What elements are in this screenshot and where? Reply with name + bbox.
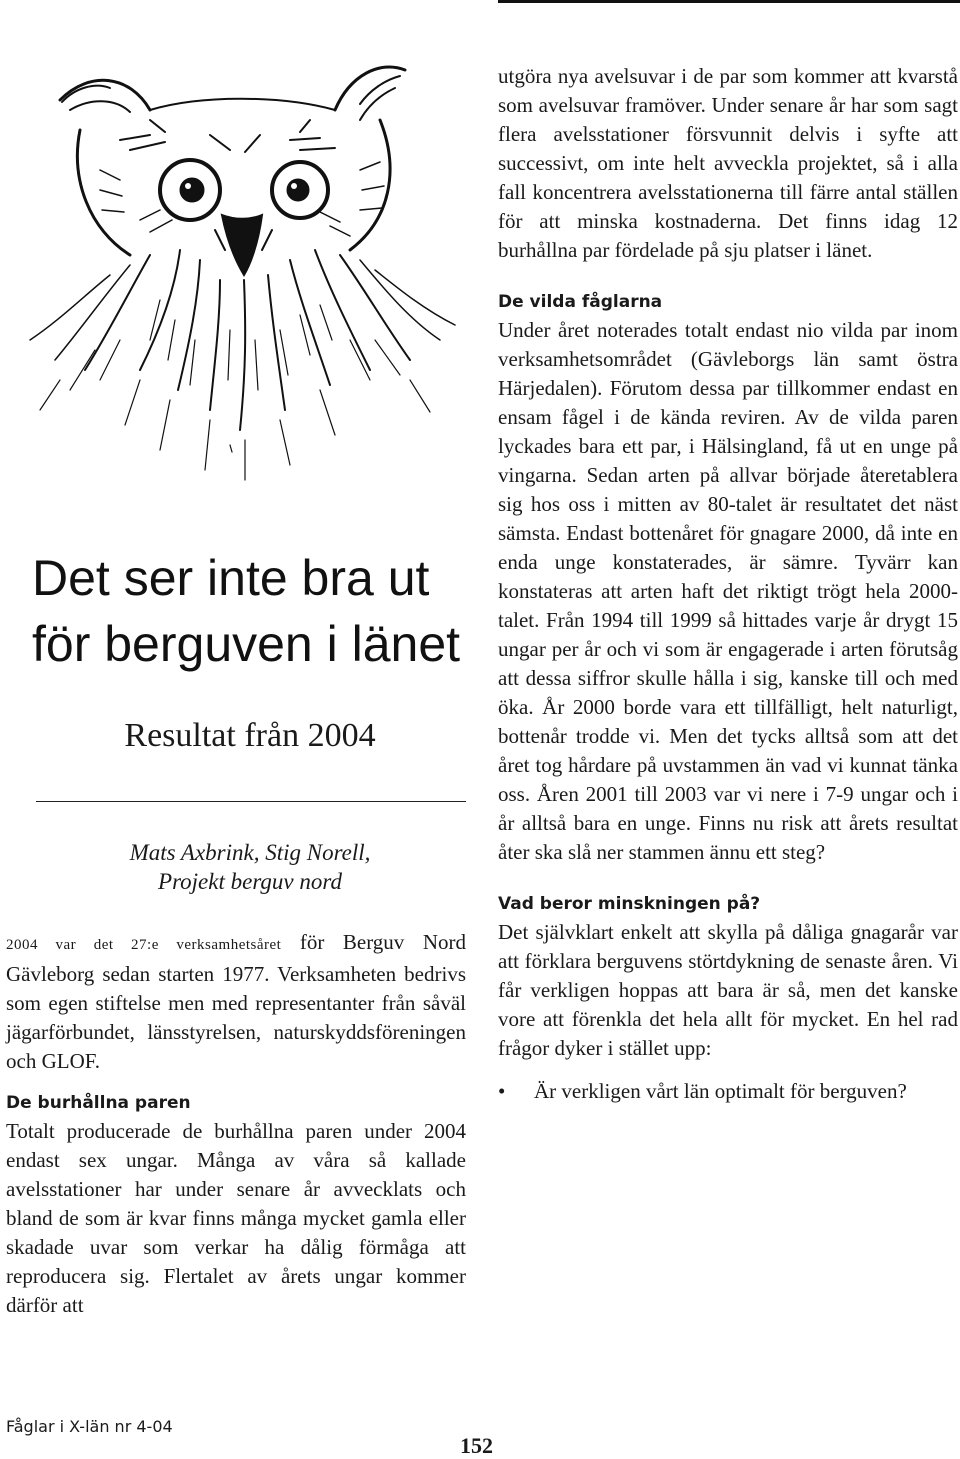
bullet-icon: • (498, 1079, 506, 1103)
section-heading-minskning: Vad beror minskningen på? (498, 894, 761, 914)
paragraph-burhallna: Totalt producerade de burhållna paren under 2004 endast sex ungar. Många av våra så kallade avelsstationer har under senare år avvecklats och bland de som är kvar finns många mycket gamla eller skadade uvar som verkar ha dålig förmåga att reproducera sig. Flertalet av årets ungar kommer därför att (6, 1119, 466, 1317)
title-divider (36, 801, 466, 802)
list-item (498, 1077, 958, 1106)
right-column (498, 62, 958, 1106)
section-heading-burhallna: De burhållna paren (6, 1093, 191, 1113)
publication-footer: Fåglar i X-län nr 4-04 (6, 1417, 173, 1436)
bullet-text: Är verkligen vårt län optimalt för berguven? (534, 1079, 907, 1103)
article-subtitle: Resultat från 2004 (124, 717, 376, 754)
authors-project: Projekt berguv nord (158, 869, 342, 894)
paragraph-vilda: Under året noterades totalt endast nio vilda par inom verksamhetsområdet (Gävleborgs län samt östra Härjedalen). Förutom dessa par tillkommer endast en ensam fågel i de kända reviren. Av de vilda paren lyckades bara ett par, i Hälsingland, få ut en unge på vingarna. Sedan arten på allvar började återetablera sig hos oss i mitten av 80-talet är resultatet det näst sämsta. Endast bottenåret för gnagare 2000, då inte en enda unge konstaterades, är sämre. Tyvärr kan konstateras att arten haft det riktigt trögt hela 2000-talet. Från 1994 till 1999 så hittades varje år drygt 15 ungar per år och vi som är engagerade i arten förutsåg att dessa siffror skulle hålla i sig, kanske till och med öka. År 2000 borde vara ett tillfälligt, helt naturligt, bottenår trodde vi. Men det tycks alltså som att det året tog hårdare på uvstammen än vad vi kunnat tänka oss. Åren 2001 till 2003 var vi nere i 7-9 ungar och i år alltså bara en unge. Finns nu risk att årets resultat åter ska slå ner stammen ännu ett steg? (498, 318, 958, 864)
left-column (6, 928, 466, 1320)
section-heading-vilda: De vilda fåglarna (498, 292, 663, 312)
article-authors (60, 838, 440, 896)
intro-paragraph (6, 928, 466, 1076)
authors-names: Mats Axbrink, Stig Norell, (129, 840, 371, 865)
paragraph-minskning: Det självklart enkelt att skylla på dåliga gnagarår var att förklara berguvens störtdykning de senaste åren. Vi får verkligen hoppas att bara är så, men det kanske vore att förenkla det hela allt för mycket. En hel rad frågor dyker i stället upp: (498, 920, 958, 1060)
page-number: 152 (460, 1433, 493, 1458)
article-title: Det ser inte bra ut för berguven i länet (32, 550, 461, 672)
intro-text: för Berguv Nord Gävleborg sedan starten 1977. Verksamheten bedrivs som egen stiftelse men med representanter från såväl jägarförbundet, länsstyrelsen, naturskyddsföreningen och GLOF. (6, 930, 466, 1073)
owl-illustration-icon (0, 40, 470, 510)
intro-lead: 2004 var det 27:e verksamhetsåret (6, 937, 282, 953)
top-rule (498, 0, 960, 3)
paragraph-continuation: utgöra nya avelsuvar i de par som kommer att kvarstå som avelsuvar framöver. Under senare år har som sagt flera avelsstationer försvunnit delvis i syfte att successivt, om inte helt avveckla projektet, så i alla fall koncentrera avelsstationerna till färre antal ställen för att minska kostnaderna. Det finns idag 12 burhållna par fördelade på sju platser i länet. (498, 64, 958, 262)
